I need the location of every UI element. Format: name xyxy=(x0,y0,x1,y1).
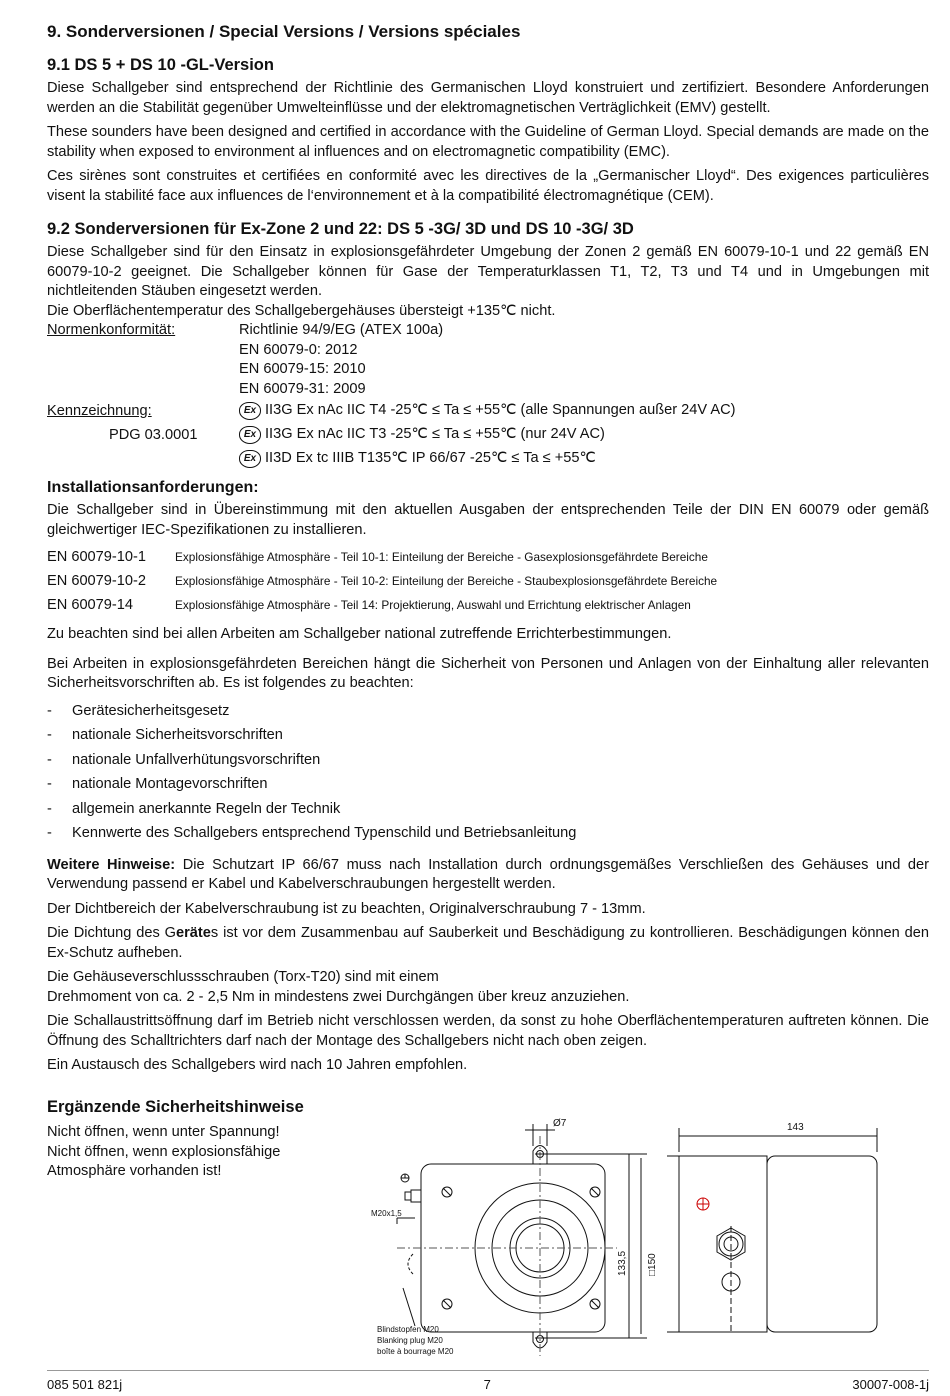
section-heading: Ergänzende Sicherheitshinweise xyxy=(47,1098,304,1116)
list-item: - allgemein anerkannte Regeln der Technik xyxy=(47,797,929,822)
section-9-2 xyxy=(47,220,929,471)
bullet: - xyxy=(47,825,52,841)
section-heading: Installationsanforderungen: xyxy=(47,479,259,496)
standard-code: EN 60079-10-1 xyxy=(47,549,146,565)
marking-row xyxy=(239,447,929,471)
paragraph: Die Dichtung des Gerätes ist vor dem Zusammenbau auf Sauberkeit und Beschädigung zu kontrollieren. Beschädigungen können den Ex-Schutz aufheben. xyxy=(47,925,930,961)
paragraph-fr: Ces sirènes sont construites et certifiées en conformité avec les directives de la „Germanischer Lloyd“. Des exigences particulières visent la stabilité face aux influences de l‘environnement et à la compatibilité électromagnétique (CEM). xyxy=(47,168,929,204)
section-heading: 9.1 DS 5 + DS 10 -GL-Version xyxy=(47,56,274,74)
page-footer xyxy=(47,1370,929,1392)
paragraph: Ein Austausch des Schallgebers wird nach 10 Jahren empfohlen. xyxy=(47,1057,468,1073)
marking-table xyxy=(47,399,929,471)
norm-table xyxy=(47,321,929,399)
bullet: - xyxy=(47,727,52,743)
norm-item: Richtlinie 94/9/EG (ATEX 100a) xyxy=(239,322,444,338)
doc-number: 085 501 821j xyxy=(47,1377,123,1392)
list-item: - nationale Montagevorschriften xyxy=(47,772,929,797)
marking-text: II3G Ex nAc IIC T4 -25℃ ≤ Ta ≤ +55℃ (alle Spannungen außer 24V AC) xyxy=(265,402,736,419)
page-title: 9. Sonderversionen / Special Versions / Versions spéciales xyxy=(47,22,521,41)
section-9-1 xyxy=(47,56,929,206)
paragraph: Die Gehäuseverschlussschrauben (Torx-T20) sind mit einem Drehmoment von ca. 2 - 2,5 Nm in mindestens zwei Durchgängen über kreuz anzuziehen. xyxy=(47,969,630,1005)
further-notes xyxy=(47,856,929,1076)
housing-side xyxy=(679,1156,767,1332)
norm-label: Normenkonformität: xyxy=(47,322,176,338)
paragraph: Der Dichtbereich der Kabelverschraubung ist zu beachten, Originalverschraubung 7 - 13mm. xyxy=(47,900,646,917)
safety-line: Nicht öffnen, wenn explosionsfähige xyxy=(47,1143,281,1160)
dim-height-outer: □150 xyxy=(647,1253,658,1276)
doc-code: 30007-008-1j xyxy=(852,1377,929,1392)
marking-text: II3G Ex nAc IIC T3 -25℃ ≤ Ta ≤ +55℃ (nur 24V AC) xyxy=(265,426,605,443)
paragraph: Die Oberflächentemperatur des Schallgebergehäuses übersteigt +135℃ nicht. xyxy=(47,302,556,319)
norm-item: EN 60079-0: 2012 xyxy=(239,341,358,358)
paragraph: Diese Schallgeber sind für den Einsatz in explosionsgefährdeter Umgebung der Zonen 2 gemäß EN 60079-10-1 und 22 gemäß EN 60079-10-2 geeignet. Die Schallgeber können für Gase der Temperaturklassen T1, T2, T3 und T4 und in Umgebungen mit nichtleitenden Stäuben eingesetzt werden. xyxy=(47,244,929,299)
pdg-number: PDG 03.0001 xyxy=(109,427,198,443)
standard-desc: Explosionsfähige Atmosphäre - Teil 10-2: Einteilung der Bereiche - Staubexplosionsgefährdete Bereiche xyxy=(175,574,718,588)
plug-label-de: Blindstopfen M20 xyxy=(377,1325,439,1334)
plug-label-fr: boîte à bourrage M20 xyxy=(377,1347,454,1356)
thread-label: M20x1,5 xyxy=(371,1209,402,1218)
ex-icon: Ex xyxy=(239,402,261,420)
requirements-list xyxy=(47,699,929,846)
list-item: - nationale Unfallverhütungsvorschriften xyxy=(47,748,929,773)
safety-line: Nicht öffnen, wenn unter Spannung! xyxy=(47,1124,280,1140)
list-item: - nationale Sicherheitsvorschriften xyxy=(47,723,929,748)
bottom-area xyxy=(47,1098,929,1358)
paragraph: Die Schallgeber sind in Übereinstimmung mit den aktuellen Ausgaben der entsprechenden Teile der DIN EN 60079 oder gemäß gleichwertiger IEC-Spezifikationen zu installieren. xyxy=(47,502,929,538)
marking-row xyxy=(239,399,929,423)
list-item: - Gerätesicherheitsgesetz xyxy=(47,699,929,724)
ex-icon: Ex xyxy=(239,426,261,444)
safety-line: Atmosphäre vorhanden ist! xyxy=(47,1163,222,1179)
section-heading: 9.2 Sonderversionen für Ex-Zone 2 und 22: DS 5 -3G/ 3D und DS 10 -3G/ 3D xyxy=(47,220,634,238)
paragraph: Weitere Hinweise: Die Schutzart IP 66/67 muss nach Installation durch ordnungsgemäßes Verschließen des Gehäuses und der Verwendung passend er Kabel und Kabelverschraubungen hergestellt werden. xyxy=(47,856,929,892)
page-number: 7 xyxy=(483,1377,491,1392)
norm-item: EN 60079-15: 2010 xyxy=(239,361,366,377)
plug-label-en: Blanking plug M20 xyxy=(377,1336,443,1345)
page-content xyxy=(47,22,929,1081)
standard-desc: Explosionsfähige Atmosphäre - Teil 10-1: Einteilung der Bereiche - Gasexplosionsgefährdete Bereiche xyxy=(175,550,708,564)
marking-row xyxy=(239,423,929,447)
bullet: - xyxy=(47,800,52,817)
standard-desc: Explosionsfähige Atmosphäre - Teil 14: Projektierung, Auswahl und Errichtung elektrischer Anlagen xyxy=(175,598,691,612)
dim-height-inner: 133,5 xyxy=(617,1250,628,1276)
standards-list xyxy=(47,545,929,617)
technical-drawing xyxy=(357,1106,929,1358)
installation-section xyxy=(47,479,929,846)
paragraph-de: Diese Schallgeber sind entsprechend der Richtlinie des Germanischen Lloyd konstruiert und zertifiziert. Besondere Anforderungen werden an die Stabilität gegenüber Umwelteinflüsse und der elektromagnetischen Verträglichkeit (EMV) gestellt. xyxy=(47,80,929,116)
bullet: - xyxy=(47,751,52,768)
bullet: - xyxy=(47,702,52,719)
paragraph: Bei Arbeiten in explosionsgefährdeten Bereichen hängt die Sicherheit von Personen und Anlagen von der Einhaltung aller relevanten Sicherheitsvorschriften ab. Es ist folgendes zu beachten: xyxy=(47,655,929,691)
ex-icon: Ex xyxy=(239,450,261,468)
paragraph: Die Schallaustrittsöffnung darf im Betrieb nicht verschlossen werden, da sonst zu hohe Oberflächentemperaturen auftreten können. Die Öffnung des Schalltrichters darf nach der Montage des Schallgebers nicht nach oben zeigen. xyxy=(47,1013,929,1049)
bullet: - xyxy=(47,776,52,792)
norm-item: EN 60079-31: 2009 xyxy=(239,380,366,397)
dim-width: 143 xyxy=(787,1122,804,1133)
marking-label: Kennzeichnung: xyxy=(47,403,152,419)
list-item: - Kennwerte des Schallgebers entsprechend Typenschild und Betriebsanleitung xyxy=(47,821,929,846)
standard-code: EN 60079-10-2 xyxy=(47,573,146,589)
paragraph: Zu beachten sind bei allen Arbeiten am Schallgeber national zutreffende Errichterbestimmungen. xyxy=(47,626,672,642)
safety-notes xyxy=(47,1098,327,1182)
standard-code: EN 60079-14 xyxy=(47,597,134,613)
marking-text: II3D Ex tc IIIB T135℃ IP 66/67 -25℃ ≤ Ta ≤ +55℃ xyxy=(265,450,596,467)
paragraph-en: These sounders have been designed and certified in accordance with the Guideline of German Lloyd. Special demands are made on the stability when exposed to environment al influences and on electromagnetic compatibility (EMC). xyxy=(47,124,929,160)
dim-hole: Ø7 xyxy=(553,1118,567,1129)
